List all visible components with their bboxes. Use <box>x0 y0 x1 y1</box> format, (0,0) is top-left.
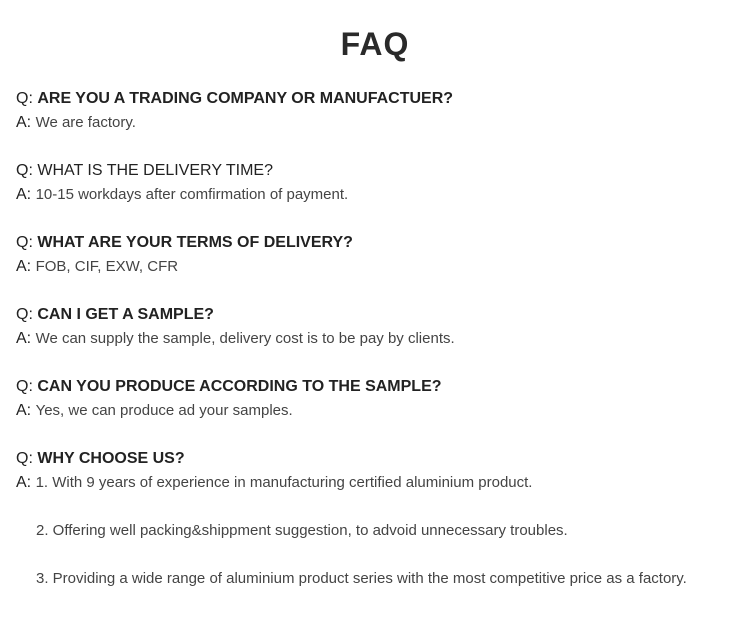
faq-item <box>16 447 746 591</box>
answer-text: Yes, we can produce ad your samples. <box>35 402 293 419</box>
faq-question <box>16 159 746 183</box>
answer-prefix: A: <box>16 258 36 275</box>
faq-item <box>16 375 746 447</box>
question-prefix: Q: <box>16 162 38 179</box>
faq-answer <box>16 327 746 351</box>
faq-answer <box>16 471 746 495</box>
answer-point: 2. Offering well packing&shippment suggestion, to advoid unnecessary troubles. <box>36 522 568 539</box>
answer-text: We can supply the sample, delivery cost is to be pay by clients. <box>35 330 455 347</box>
question-text: WHAT ARE YOUR TERMS OF DELIVERY? <box>37 234 353 251</box>
answer-text: We are factory. <box>35 114 136 131</box>
question-text: WHY CHOOSE US? <box>37 450 185 467</box>
faq-list <box>16 87 746 591</box>
faq-question <box>16 447 746 471</box>
question-text: WHAT IS THE DELIVERY TIME? <box>37 162 273 179</box>
faq-item <box>16 159 746 231</box>
question-prefix: Q: <box>16 234 38 251</box>
answer-prefix: A: <box>16 402 36 419</box>
faq-answer <box>16 255 746 279</box>
question-prefix: Q: <box>16 306 38 323</box>
faq-answer <box>16 399 746 423</box>
faq-answer <box>16 183 746 207</box>
answer-prefix: A: <box>16 186 36 203</box>
page-title: FAQ <box>340 26 410 62</box>
question-text: CAN YOU PRODUCE ACCORDING TO THE SAMPLE? <box>37 378 442 395</box>
question-prefix: Q: <box>16 90 38 107</box>
faq-question <box>16 87 746 111</box>
faq-question <box>16 375 746 399</box>
faq-item <box>16 87 746 159</box>
answer-text: 10-15 workdays after comfirmation of payment. <box>35 186 349 203</box>
faq-question <box>16 231 746 255</box>
answer-point: 3. Providing a wide range of aluminium product series with the most competitive price as a factory. <box>36 570 687 587</box>
faq-question <box>16 303 746 327</box>
answer-text: 1. With 9 years of experience in manufacturing certified aluminium product. <box>35 474 533 491</box>
faq-item <box>16 231 746 303</box>
answer-prefix: A: <box>16 474 36 491</box>
faq-item <box>16 303 746 375</box>
question-text: ARE YOU A TRADING COMPANY OR MANUFACTUER? <box>37 90 454 107</box>
answer-text: FOB, CIF, EXW, CFR <box>35 258 179 275</box>
question-text: CAN I GET A SAMPLE? <box>37 306 214 323</box>
question-prefix: Q: <box>16 450 38 467</box>
answer-prefix: A: <box>16 114 36 131</box>
question-prefix: Q: <box>16 378 38 395</box>
faq-answer <box>16 111 746 135</box>
answer-prefix: A: <box>16 330 36 347</box>
